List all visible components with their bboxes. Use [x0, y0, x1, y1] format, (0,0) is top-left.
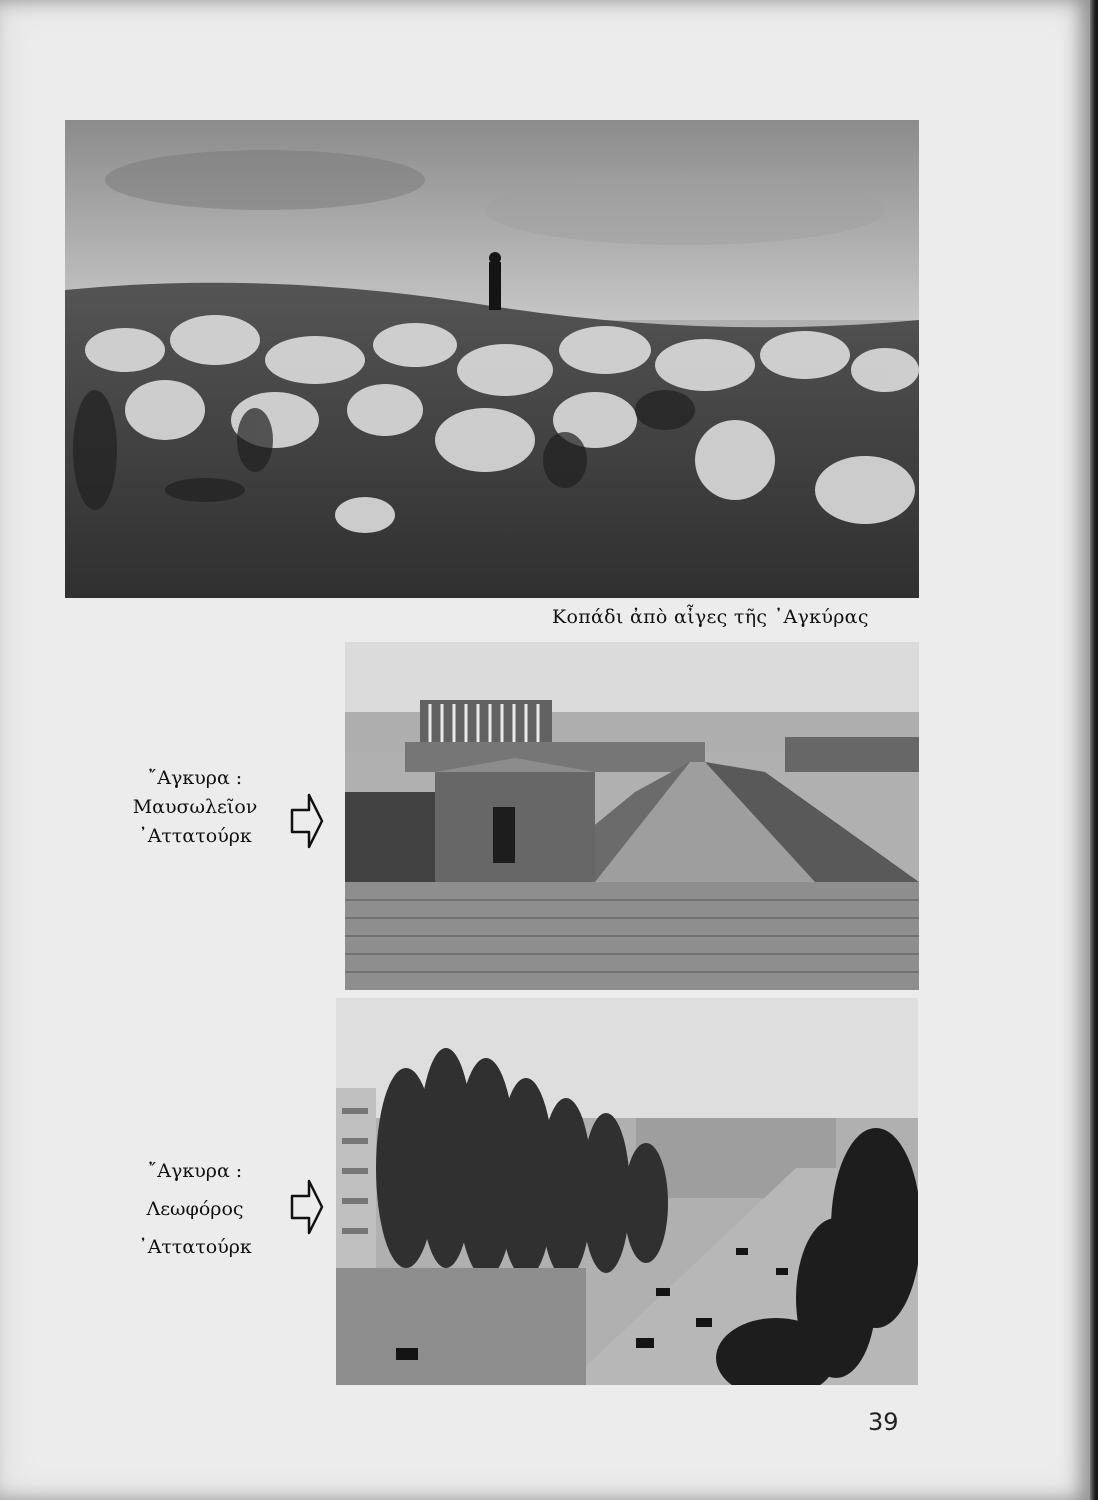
- page-edge-shadow: [1090, 0, 1098, 1500]
- boulevard-photo: [336, 998, 918, 1385]
- boulevard-caption-line1: ῎Αγκυρα :: [147, 1160, 243, 1182]
- boulevard-caption-line2: Λεωφόρος: [146, 1198, 244, 1220]
- boulevard-caption-line3: ᾿Αττατούρκ: [138, 1236, 252, 1258]
- mausoleum-caption-line1: ῎Αγκυρα :: [147, 767, 243, 789]
- mausoleum-caption-line2: Μαυσωλεῖον: [132, 796, 258, 818]
- right-arrow-icon: [289, 792, 325, 850]
- mausoleum-caption-line3: ᾿Αττατούρκ: [138, 825, 252, 847]
- goat-herd-caption: Κοπάδι ἀπὸ αἶγες τῆς ᾿Αγκύρας: [552, 606, 869, 628]
- right-arrow-icon: [289, 1178, 325, 1236]
- goat-herd-photo: [65, 120, 919, 598]
- boulevard-caption: [120, 1152, 270, 1266]
- mausoleum-photo: [345, 642, 919, 990]
- mausoleum-caption: [120, 764, 270, 851]
- page-number: 39: [868, 1408, 899, 1436]
